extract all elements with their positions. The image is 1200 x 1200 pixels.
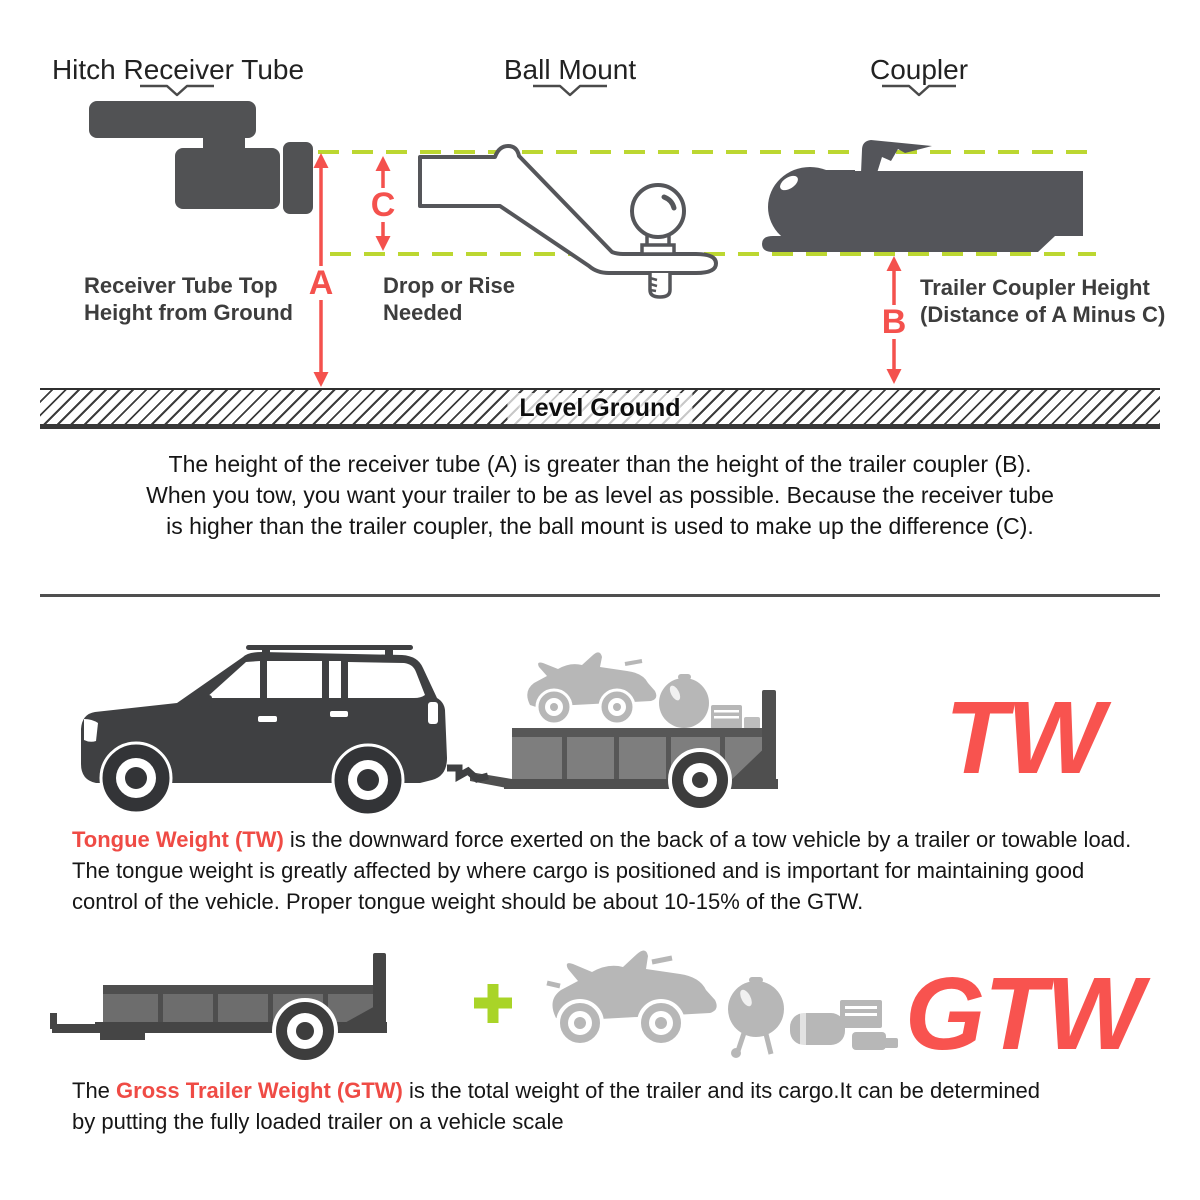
gtw-term: Gross Trailer Weight (GTW) (116, 1078, 403, 1103)
explanation-line1: The height of the receiver tube (A) is greater than the height of the trailer coupler (B). (168, 451, 1032, 477)
atv-cargo-icon (527, 652, 656, 724)
empty-trailer-graphic (50, 953, 387, 1062)
caption-drop-rise-line1: Drop or Rise (383, 273, 516, 298)
cargo-gear-icon (728, 977, 898, 1058)
door-handle (258, 716, 277, 722)
caption-coupler-height-line1: Trailer Coupler Height (920, 275, 1150, 300)
tw-line1 (72, 824, 1131, 855)
label-hitch-receiver-tube: Hitch Receiver Tube (51, 54, 305, 85)
tw-line2: The tongue weight is greatly affected by where cargo is positioned and is important for maintaining good (72, 858, 1085, 883)
tw-big-label: TW (945, 680, 1104, 795)
side-mirror (199, 695, 212, 707)
door-handle (330, 711, 348, 717)
gtw-big-label: GTW (905, 956, 1143, 1071)
hitch-receiver-graphic (89, 101, 313, 214)
caption-receiver-height-line2: Height from Ground (84, 300, 293, 325)
suv-graphic (81, 645, 488, 815)
caption-receiver-height-line1: Receiver Tube Top (84, 273, 278, 298)
brace-hitch-icon (140, 86, 214, 95)
measure-letter-c: C (367, 188, 400, 222)
hitch-drawbar (447, 768, 488, 779)
level-ground-label: Level Ground (507, 393, 692, 424)
gtw-paragraph (72, 1075, 1040, 1137)
atv-icon (547, 950, 717, 1045)
brace-coupler-icon (882, 86, 956, 95)
measure-letter-b: B (878, 305, 911, 339)
label-coupler: Coupler (869, 54, 969, 85)
section-divider (40, 594, 1160, 597)
headlight-icon (84, 719, 98, 742)
tw-term: Tongue Weight (TW) (72, 827, 284, 852)
tw-line3: control of the vehicle. Proper tongue weight should be about 10-15% of the GTW. (72, 889, 864, 914)
caption-receiver-height (84, 272, 293, 326)
diagram-explanation (0, 449, 1200, 542)
caption-drop-rise-line2: Needed (383, 300, 463, 325)
label-braces (140, 86, 956, 95)
caption-drop-rise (383, 272, 515, 326)
brace-ball-mount-icon (533, 86, 607, 95)
measure-letter-a: A (305, 266, 338, 300)
coupler-graphic (762, 140, 1083, 252)
gtw-line2: by putting the fully loaded trailer on a vehicle scale (72, 1109, 564, 1134)
gtw-line1-rest: is the total weight of the trailer and its cargo.It can be determined (402, 1078, 1041, 1103)
coupler-latch-lever (861, 140, 932, 173)
caption-coupler-height-line2: (Distance of A Minus C) (920, 302, 1166, 327)
cargo-gear-icon (659, 674, 760, 729)
tw-line1-rest: is the downward force exerted on the back of a tow vehicle by a trailer or towable load. (283, 827, 1132, 852)
explanation-line2: When you tow, you want your trailer to be as level as possible. Because the receiver tube (146, 482, 1054, 508)
loaded-trailer-graphic (470, 652, 778, 810)
taillight-icon (428, 702, 438, 724)
hitch-ball-icon (632, 185, 684, 237)
caption-coupler-height (920, 274, 1165, 328)
gtw-line1 (72, 1075, 1040, 1106)
plus-icon (474, 984, 512, 1023)
gtw-line1-prefix: The (72, 1078, 117, 1103)
explanation-line3: is higher than the trailer coupler, the ball mount is used to make up the difference (C). (166, 513, 1034, 539)
label-ball-mount: Ball Mount (503, 54, 637, 85)
tw-paragraph (72, 824, 1131, 917)
